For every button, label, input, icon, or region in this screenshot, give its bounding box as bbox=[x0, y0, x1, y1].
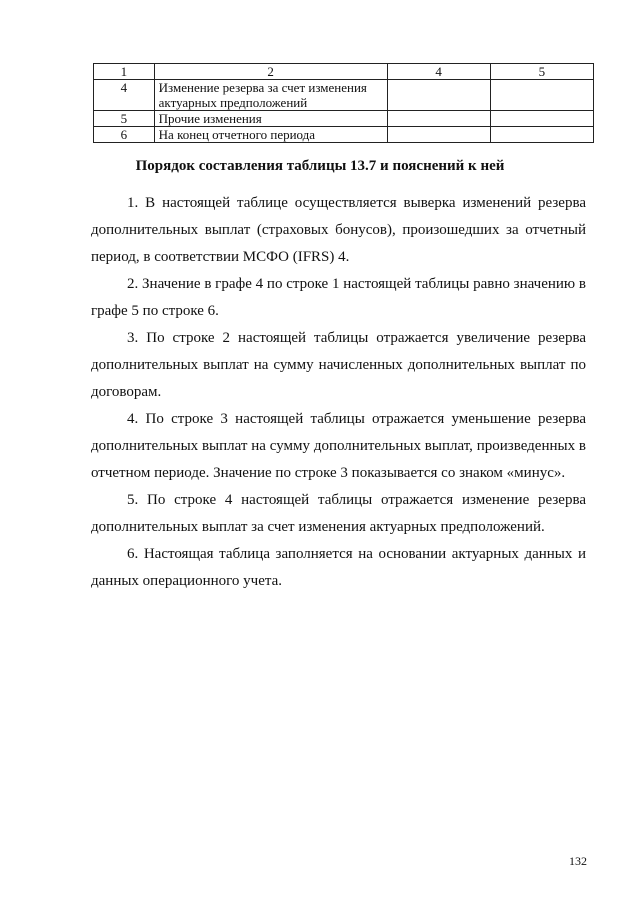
header-cell: 2 bbox=[154, 64, 387, 80]
row-label-cell: Прочие изменения bbox=[154, 111, 387, 127]
row-label-cell: Изменение резерва за счет изменения актуарных предположений bbox=[154, 80, 387, 111]
row-number-cell: 4 bbox=[94, 80, 155, 111]
table-header-row bbox=[94, 64, 594, 80]
header-cell: 1 bbox=[94, 64, 155, 80]
row-number-cell: 6 bbox=[94, 127, 155, 143]
instructions-body bbox=[91, 190, 586, 595]
row-number-cell: 5 bbox=[94, 111, 155, 127]
value-cell bbox=[490, 127, 593, 143]
row-label-cell: На конец отчетного периода bbox=[154, 127, 387, 143]
table-row bbox=[94, 127, 594, 143]
page-number: 132 bbox=[569, 854, 587, 868]
paragraph: 5. По строке 4 настоящей таблицы отражается изменение резерва дополнительных выплат за счет изменения актуарных предположений. bbox=[91, 492, 586, 535]
table-row bbox=[94, 80, 594, 111]
value-cell bbox=[490, 111, 593, 127]
paragraph: 4. По строке 3 настоящей таблицы отражается уменьшение резерва дополнительных выплат на сумму дополнительных выплат, произведенных в отчетном периоде. Значение по строке 3 показывается со знаком «минус». bbox=[91, 411, 586, 481]
paragraph: 3. По строке 2 настоящей таблицы отражается увеличение резерва дополнительных выплат на сумму начисленных дополнительных выплат по договорам. bbox=[91, 330, 586, 400]
section-heading: Порядок составления таблицы 13.7 и пояснений к ней bbox=[135, 158, 505, 174]
value-cell bbox=[490, 80, 593, 111]
paragraph: 6. Настоящая таблица заполняется на основании актуарных данных и данных операционного учета. bbox=[91, 546, 586, 589]
paragraph: 1. В настоящей таблице осуществляется выверка изменений резерва дополнительных выплат (страховых бонусов), произошедших за отчетный период, в соответствии МСФО (IFRS) 4. bbox=[91, 195, 586, 265]
value-cell bbox=[387, 80, 490, 111]
table-row bbox=[94, 111, 594, 127]
paragraph: 2. Значение в графе 4 по строке 1 настоящей таблицы равно значению в графе 5 по строке 6. bbox=[91, 276, 586, 319]
value-cell bbox=[387, 111, 490, 127]
value-cell bbox=[387, 127, 490, 143]
header-cell: 4 bbox=[387, 64, 490, 80]
header-cell: 5 bbox=[490, 64, 593, 80]
reserve-table bbox=[93, 63, 594, 143]
